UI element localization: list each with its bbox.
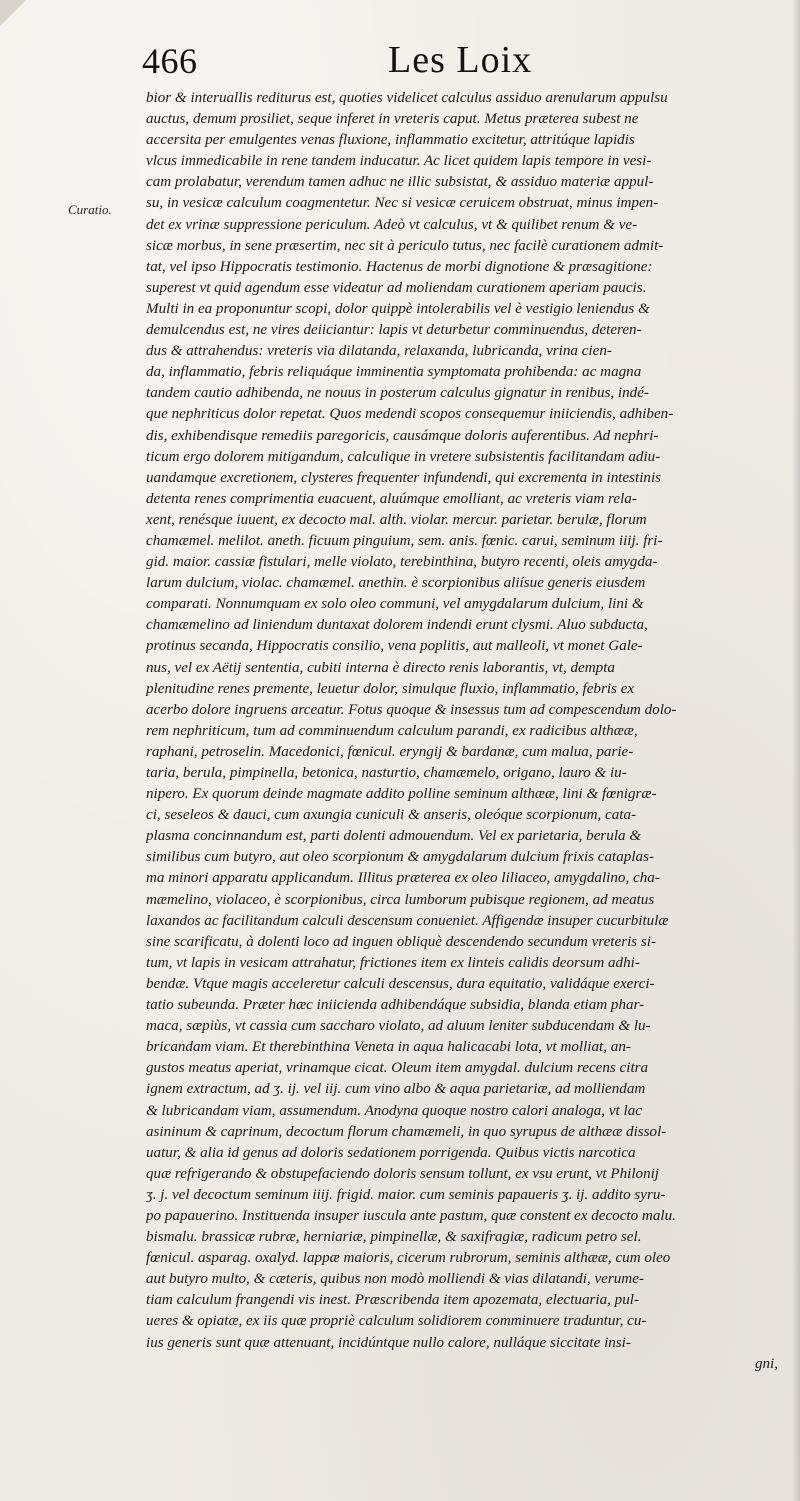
text-line: accersita per emulgentes venas fluxione, inflammatio excitetur, attritúque lapidis [146, 132, 635, 149]
text-line: dus & attrahendus: vreteris via dilatanda, relaxanda, lubricanda, vrina cien- [146, 343, 612, 360]
text-line: protinus secanda, Hippocratis consilio, vena poplitis, aut malleoli, vt monet Gale- [146, 638, 643, 655]
text-line: larum dulcium, violac. chamæmel. anethin. è scorpionibus aliísue generis eiusdem [146, 575, 646, 592]
text-line: bendæ. Vtque magis acceleretur calculi descensus, dura equitatio, validáque exerci- [146, 975, 655, 992]
text-line: rem nephriticum, tum ad comminuendum calculum parandi, ex radicibus althææ, [146, 722, 638, 739]
margin-note: Curatio. [68, 202, 112, 217]
text-line: plenitudine renes premente, leuetur dolor, simulque fluxio, inflammatio, febris ex [146, 680, 635, 697]
text-line: ueres & opiatæ, ex iis quæ propriè calculum solidiorem comminuere traduntur, cu- [146, 1313, 647, 1330]
text-line: gid. maior. cassiæ fistulari, melle violato, terebinthina, butyro recenti, oleis amygda- [146, 554, 658, 571]
text-line: tatio subeunda. Præter hæc iniicienda adhibendáque subsidia, blanda etiam phar- [146, 997, 645, 1014]
page-corner-fold [0, 0, 26, 26]
text-line: ius generis sunt quæ attenuant, incidúntque nullo calore, nulláque siccitate insi- [146, 1334, 631, 1351]
text-line: Multi in ea proponuntur scopi, dolor quippè intolerabilis vel è vestigio leniendus & [146, 300, 650, 317]
text-line: tiam calculum frangendi vis inest. Præscribenda item apozemata, electuaria, pul- [146, 1292, 639, 1309]
text-line: tum, vt lapis in vesicam attrahatur, frictiones item ex linteis calidis deorsum adhi- [146, 954, 640, 971]
text-line: superest vt quid agendum esse videatur ad moliendam curationem aperiam paucis. [146, 279, 647, 296]
text-line: da, inflammatio, febris reliquáque imminentia symptomata prohibenda: ac magna [146, 364, 642, 381]
text-line: comparati. Nonnumquam ex solo oleo communi, vel amygdalarum dulcium, lini & [146, 596, 644, 613]
text-line: ʒ. j. vel decoctum seminum iiij. frigid. maior. cum seminis papaueris ʒ. ij. addito syru- [146, 1186, 666, 1203]
text-line: sicæ morbus, in sene præsertim, nec sit à periculo tutus, nec facilè curationem admit- [146, 237, 664, 254]
text-line: demulcendus est, ne vires deiiciantur: lapis vt deturbetur comminuendus, deteren- [146, 322, 642, 339]
text-line: po papauerino. Instituenda insuper iuscula ante pastum, quæ constent ex decocto malu. [146, 1207, 676, 1224]
text-line: cam prolabatur, verendum tamen adhuc ne illic subsistat, & assiduo materiæ appul- [146, 174, 654, 191]
text-line: gustos meatus aperiat, vrinamque cicat. Oleum item amygdal. dulcium recens citra [146, 1060, 649, 1077]
text-line: asininum & caprinum, decoctum florum chamæmeli, in quo syrupus de althææ dissol- [146, 1123, 667, 1140]
text-line: bismalu. brassicæ rubræ, herniariæ, pimpinellæ, & saxifragiæ, radicum petro sel. [146, 1229, 642, 1246]
text-line: tat, vel ipso Hippocratis testimonio. Hactenus de morbi dignotione & præsagitione: [146, 258, 653, 275]
text-line: su, in vesicæ calculum coagmentetur. Nec si vesicæ ceruicem obstruat, minus impen- [146, 195, 659, 212]
text-line: que nephriticus dolor repetat. Quos medendi scopos consequemur iniiciendis, adhiben- [146, 406, 674, 423]
text-line: chamæmel. melilot. aneth. ficuum pinguium, sem. anis. fœnic. carui, seminum iiij. fri- [146, 532, 663, 549]
text-line: nus, vel ex Aëtij sententia, cubiti interna è directo renis laborantis, vt, dempta [146, 659, 615, 676]
text-line: similibus cum butyro, aut oleo scorpionum & amygdalarum dulcium frixis cataplas- [146, 849, 654, 866]
text-line: acerbo dolore ingruens arceatur. Fotus quoque & insessus tum ad compescendum dolo- [146, 701, 677, 718]
text-line: uatur, & alia id genus ad doloris sedationem porrigenda. Quibus victis narcotica [146, 1144, 636, 1161]
text-line: bior & interuallis rediturus est, quoties videlicet calculus assiduo arenularum appulsu [146, 90, 668, 106]
page-number: 466 [142, 41, 198, 81]
text-line: ticum ergo dolorem mitigandum, calculique in vretere subsistentis facilitandam adiu- [146, 448, 661, 465]
text-line: mæmelino, violaceo, è scorpionibus, circa lumborum pubisque regionem, ad meatus [146, 891, 655, 908]
text-line: auctus, demum prosiliet, seque inferet in vreteris caput. Metus præterea subest ne [146, 111, 639, 128]
running-head: Les Loix [388, 39, 533, 81]
text-line: bricandam viam. Et therebinthina Veneta in aqua halicacabi lota, vt molliat, an- [146, 1039, 631, 1056]
text-line: fœnicul. asparag. oxalyd. lappæ maioris, cicerum rubrorum, seminis althææ, cum oleo [146, 1250, 671, 1267]
page-edge-shadow [792, 0, 800, 1501]
text-line: raphani, petroselin. Macedonici, fœnicul. eryngij & bardanæ, cum malua, parie- [146, 743, 634, 760]
text-line: ignem extractum, ad ʒ. ij. vel iij. cum vino albo & aqua parietariæ, ad molliendam [146, 1081, 646, 1098]
body-text-block [146, 88, 778, 1375]
text-line: gni, [754, 1355, 778, 1372]
text-line: & lubricandam viam, assumendum. Anodyna quoque nostro calori analoga, vt lac [146, 1102, 642, 1119]
text-line: ma minori apparatu applicandum. Illitus præterea ex oleo liliaceo, amygdalino, cha- [146, 870, 660, 887]
text-line: uandamque excretionem, clysteres frequenter infundendi, qui excrementa in intestinis [146, 469, 662, 486]
text-line: ci, seseleos & dauci, cum axungia cuniculi & anseris, oleóque scorpionum, cata- [146, 807, 637, 824]
text-line: chamæmelino ad liniendum duntaxat dolorem indendi erunt clysmi. Aluo subducta, [146, 617, 648, 634]
text-line: detenta renes comprimentia euacuent, aluúmque emolliant, ac vreteris viam rela- [146, 490, 637, 507]
text-line: aut butyro multo, & cæteris, quibus non modò molliendi & vias dilatandi, verume- [146, 1271, 644, 1288]
text-line: nipero. Ex quorum deinde magmate addito polline seminum althææ, lini & fœnigræ- [146, 786, 657, 803]
text-line: vlcus immedicabile in rene tandem inducatur. Ac licet quidem lapis tempore in vesi- [146, 153, 652, 170]
text-line: xent, renésque iuuent, ex decocto mal. alth. violar. mercur. parietar. berulæ, florum [146, 511, 647, 528]
text-line: dis, exhibendisque remediis paregoricis, causámque doloris auferentibus. Ad nephri- [146, 427, 659, 444]
text-line: det ex vrinæ suppressione periculum. Adeò vt calculus, vt & quilibet renum & ve- [146, 216, 638, 233]
text-line: plasma concinnandum est, parti dolenti admouendum. Vel ex parietaria, berula & [146, 828, 642, 845]
text-line: quæ refrigerando & obstupefaciendo doloris sensum tollunt, ex vsu erunt, vt Philonij [146, 1165, 660, 1182]
text-line: laxandos ac facilitandum calculi descensum conueniet. Affigendæ insuper cucurbitulæ [146, 912, 669, 929]
text-line: maca, sæpiùs, vt cassia cum saccharo violato, ad aluum leniter subducendam & lu- [146, 1018, 651, 1035]
text-line: tandem cautio adhibenda, ne nouus in posterum calculus gignatur in renibus, indé- [146, 385, 649, 402]
text-line: taria, berula, pimpinella, betonica, nasturtio, chamæmelo, origano, lauro & iu- [146, 765, 627, 781]
text-line: sine scarificatu, à dolenti loco ad inguen obliquè descendendo secundum vreteris si- [146, 933, 657, 950]
